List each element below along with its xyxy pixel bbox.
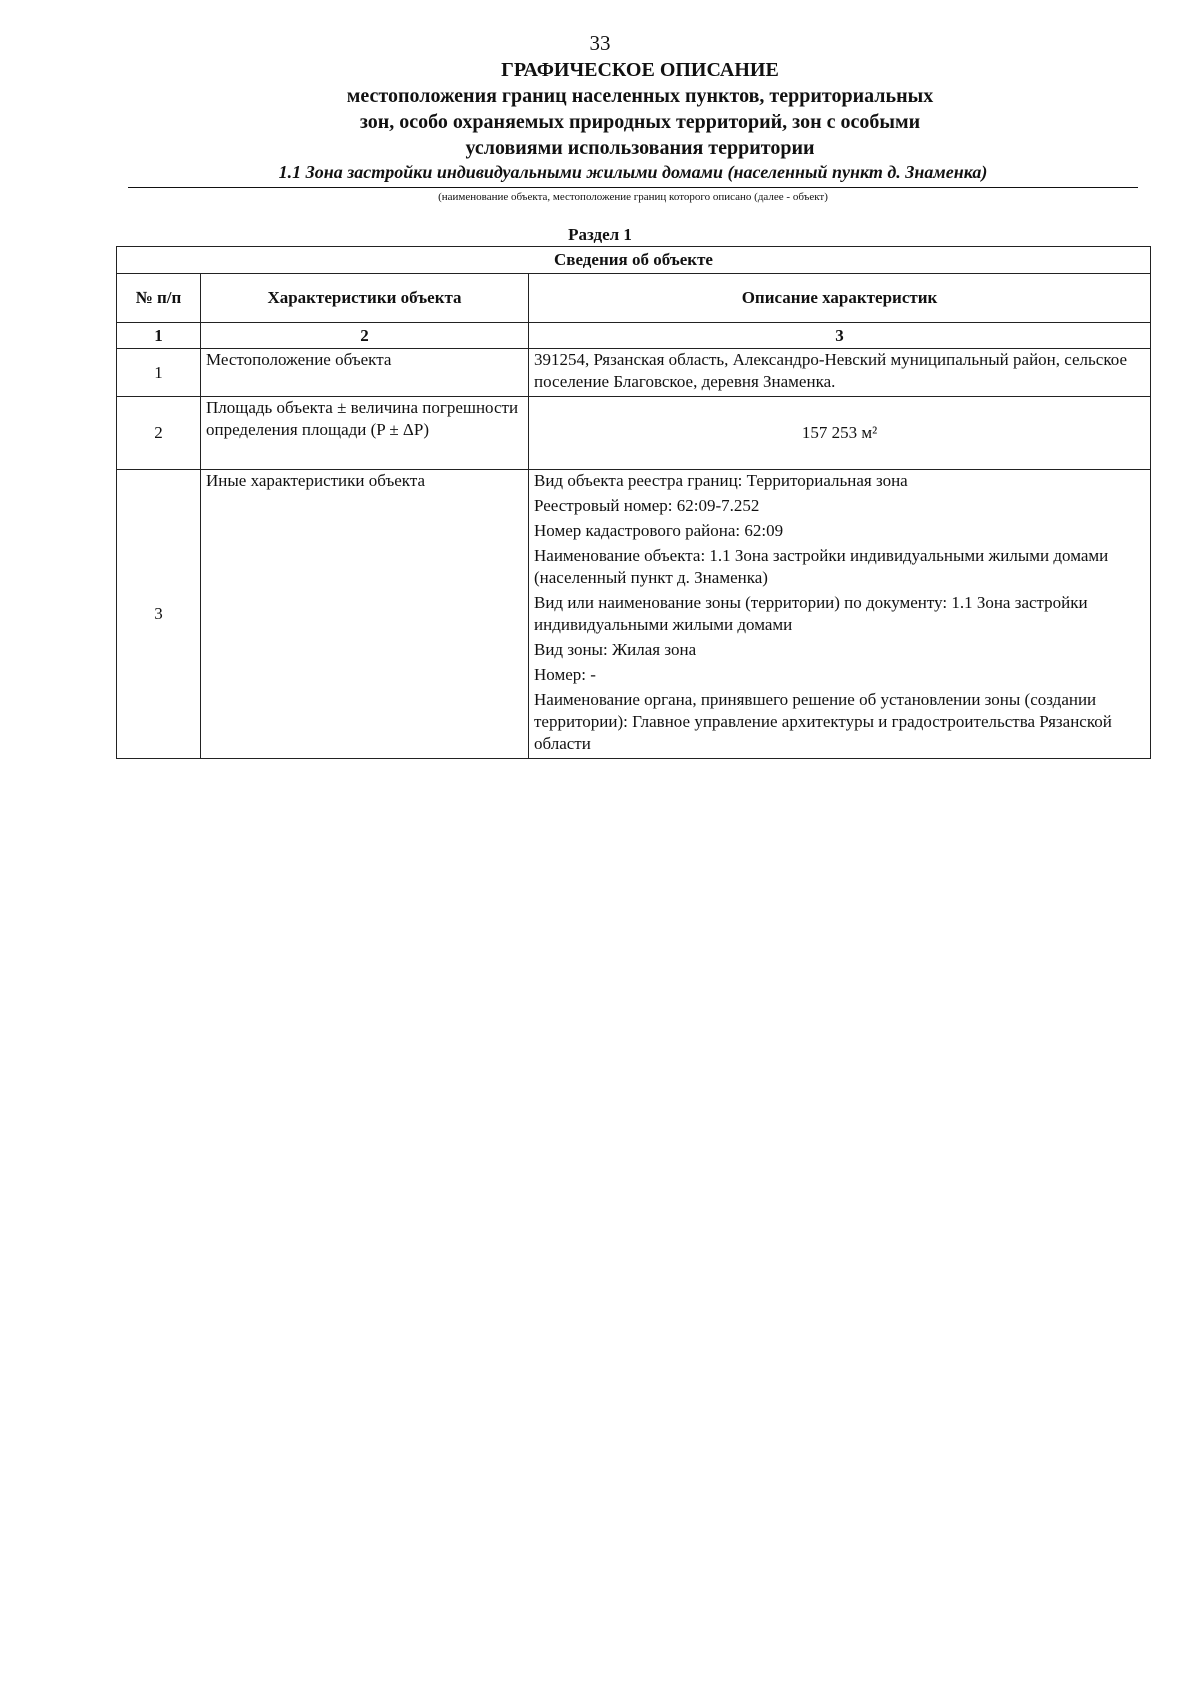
document-subtitle-line: зон, особо охраняемых природных территорий, зон с особыми <box>359 111 921 133</box>
table-row <box>117 470 1151 759</box>
row-description: 391254, Рязанская область, Александро-Невский муниципальный район, сельское поселение Благовское, деревня Знаменка. <box>529 349 1151 397</box>
table-caption: Сведения об объекте <box>117 247 1151 274</box>
page-number: 33 <box>589 31 611 55</box>
description-line: Вид или наименование зоны (территории) по документу: 1.1 Зона застройки индивидуальными жилыми домами <box>534 593 1088 634</box>
object-name: 1.1 Зона застройки индивидуальными жилыми домами (населенный пункт д. Знаменка) <box>278 162 988 182</box>
table-row <box>117 397 1151 470</box>
row-description: 157 253 м² <box>529 397 1151 470</box>
description-line: Наименование органа, принявшего решение об установлении зоны (создании территории): Главное управление архитектуры и градостроительства Рязанской области <box>534 690 1112 753</box>
table-row <box>117 349 1151 397</box>
column-number: 3 <box>529 323 1151 349</box>
table-caption-row <box>117 247 1151 274</box>
description-line: Вид зоны: Жилая зона <box>534 640 697 659</box>
description-line: Вид объекта реестра границ: Территориальная зона <box>534 471 908 490</box>
row-number: 1 <box>117 349 201 397</box>
row-number: 2 <box>117 397 201 470</box>
document-header <box>120 57 1160 161</box>
table-header-row <box>117 274 1151 323</box>
column-number-row <box>117 323 1151 349</box>
description-line: Номер кадастрового района: 62:09 <box>534 521 784 540</box>
row-characteristic: Иные характеристики объекта <box>201 470 529 759</box>
row-description <box>529 470 1151 759</box>
column-number: 2 <box>201 323 529 349</box>
row-number: 3 <box>117 470 201 759</box>
row-characteristic: Площадь объекта ± величина погрешности определения площади (P ± ΔP) <box>201 397 529 470</box>
description-line: Номер: - <box>534 665 596 684</box>
header-description: Описание характеристик <box>529 274 1151 323</box>
section-title: Раздел 1 <box>568 225 632 244</box>
description-line: Реестровый номер: 62:09-7.252 <box>534 496 760 515</box>
document-title: ГРАФИЧЕСКОЕ ОПИСАНИЕ <box>501 59 779 81</box>
header-num: № п/п <box>117 274 201 323</box>
description-line: Наименование объекта: 1.1 Зона застройки индивидуальными жилыми домами (населенный пункт д. Знаменка) <box>534 546 1109 587</box>
object-info-table <box>116 246 1151 759</box>
document-subtitle-line: условиями использования территории <box>465 137 815 159</box>
header-characteristics: Характеристики объекта <box>201 274 529 323</box>
object-name-caption: (наименование объекта, местоположение границ которого описано (далее - объект) <box>438 191 828 203</box>
document-subtitle-line: местоположения границ населенных пунктов, территориальных <box>346 85 934 107</box>
object-name-underline <box>128 187 1138 188</box>
column-number: 1 <box>117 323 201 349</box>
row-characteristic: Местоположение объекта <box>201 349 529 397</box>
